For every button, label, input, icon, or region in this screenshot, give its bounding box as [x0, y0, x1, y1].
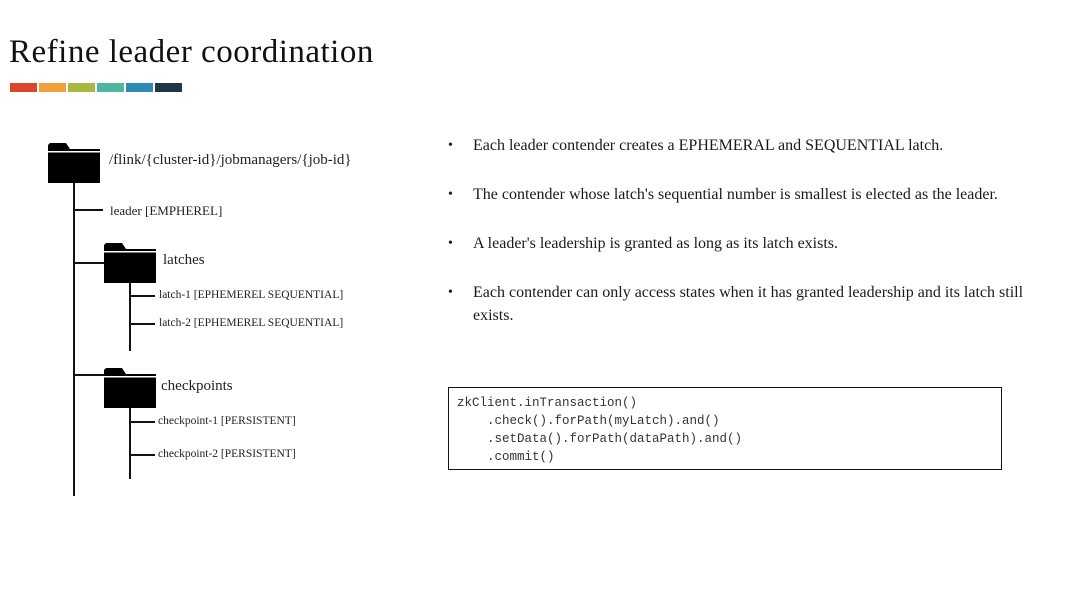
bullet-text: A leader's leadership is granted as long as its latch exists. — [473, 235, 839, 252]
code-line: .commit() — [457, 450, 555, 464]
bullet-item — [448, 281, 1038, 327]
latch-1-label: latch-1 [EPHEMEREL SEQUENTIAL] — [159, 289, 344, 301]
bullet-item — [448, 232, 1038, 255]
slide-title: Refine leader coordination — [9, 34, 374, 70]
folder-icon — [48, 140, 100, 183]
latches-folder-label: latches — [163, 252, 205, 268]
checkpoints-folder-label: checkpoints — [161, 378, 233, 394]
tree-branch — [73, 374, 105, 376]
tree-branch — [129, 454, 155, 456]
root-path-label: /flink/{cluster-id}/jobmanagers/{job-id} — [109, 152, 352, 168]
tree-branch — [73, 262, 105, 264]
code-line: .check().forPath(myLatch).and() — [457, 414, 720, 428]
bullet-text: Each leader contender creates a EPHEMERAL and SEQUENTIAL latch. — [473, 137, 944, 154]
code-line: zkClient.inTransaction() — [457, 396, 638, 410]
checkpoint-2-label: checkpoint-2 [PERSISTENT] — [158, 448, 296, 460]
code-snippet — [448, 387, 1002, 470]
checkpoint-1-label: checkpoint-1 [PERSISTENT] — [158, 415, 296, 427]
tree-branch — [129, 295, 155, 297]
tree-sub-trunk — [129, 283, 131, 351]
tree-trunk — [73, 183, 75, 496]
bullet-marker: • — [448, 236, 453, 251]
bullet-text: The contender whose latch's sequential number is smallest is elected as the leader. — [473, 186, 998, 203]
bullet-item — [448, 134, 1038, 157]
bullet-marker: • — [448, 187, 453, 202]
bullet-list — [448, 134, 1038, 353]
code-line: .setData().forPath(dataPath).and() — [457, 432, 743, 446]
folder-icon — [104, 240, 156, 283]
tree-branch — [129, 421, 155, 423]
leader-node-label: leader [EMPHEREL] — [110, 203, 223, 218]
bullet-marker: • — [448, 285, 453, 300]
bullet-marker: • — [448, 138, 453, 153]
bullet-text: Each contender can only access states when it has granted leadership and its latch still exists. — [473, 284, 1024, 324]
tree-branch — [73, 209, 103, 211]
folder-icon — [104, 365, 156, 408]
znode-tree — [0, 0, 430, 608]
tree-sub-trunk — [129, 408, 131, 479]
tree-branch — [129, 323, 155, 325]
bullet-item — [448, 183, 1038, 206]
latch-2-label: latch-2 [EPHEMEREL SEQUENTIAL] — [159, 317, 344, 329]
